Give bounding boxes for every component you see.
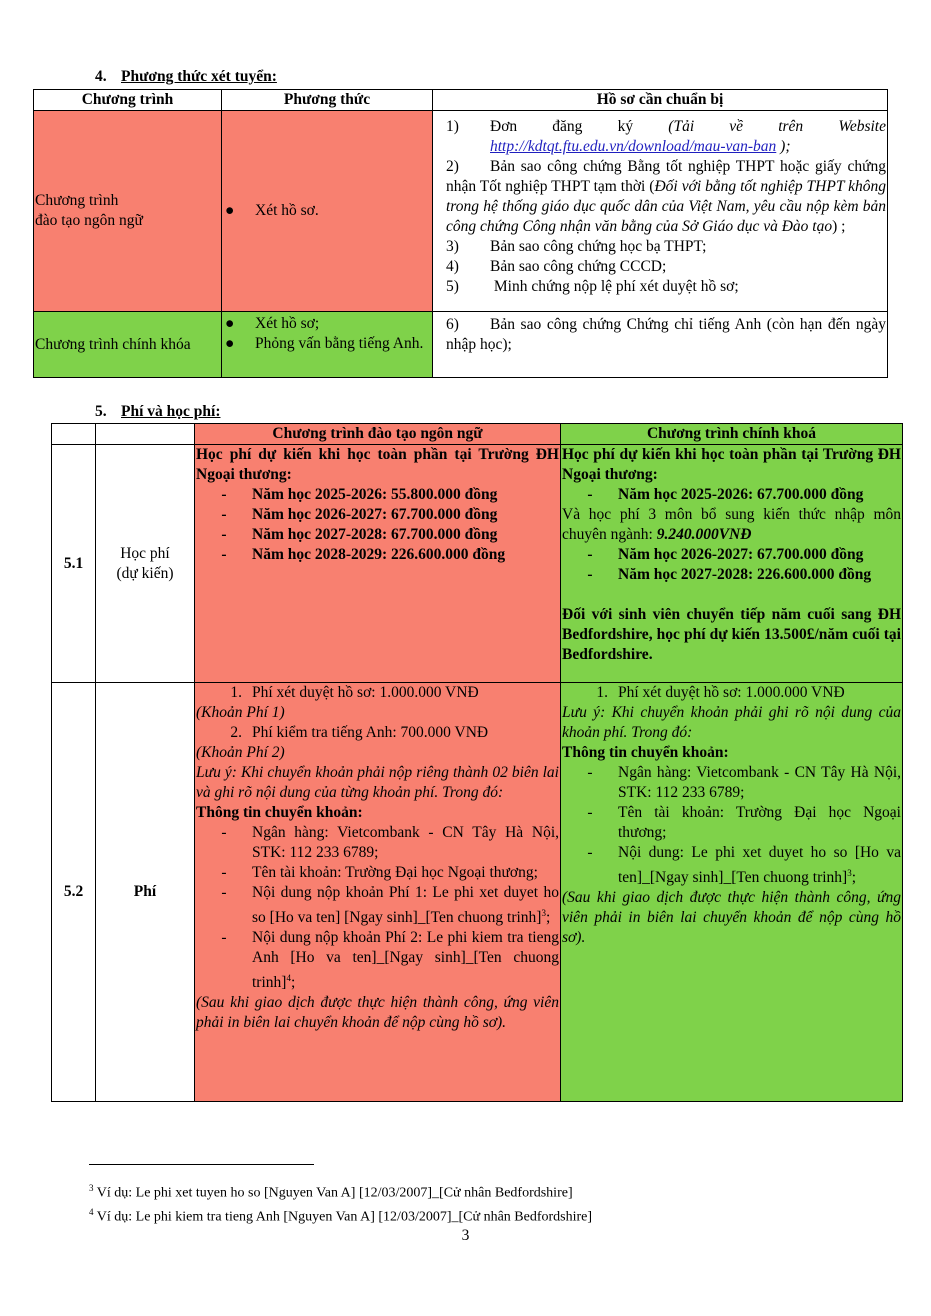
header-program: Chương trình bbox=[34, 90, 222, 111]
fee-item-1: 1. Phí xét duyệt hồ sơ: 1.000.000 VNĐ bbox=[596, 684, 845, 701]
program-main-cell bbox=[34, 312, 222, 378]
header-language-program: Chương trình đào tạo ngôn ngữ bbox=[195, 424, 561, 445]
method-language-cell bbox=[222, 111, 433, 312]
tuition-language-cell: Học phí dự kiến khi học toàn phần tại Trường ĐH Ngoại thương: - Năm học 2025-2026: 55.800.000 đồng - Năm học 2026-2027: 67.700.000 đồng - Năm học 2027-2028: 67.700.000 đồng - Năm học 2028-2029: 226.600.000 đồng bbox=[195, 445, 561, 683]
header-empty bbox=[52, 424, 96, 445]
transfer-note: Lưu ý: Khi chuyển khoản phải nộp riêng thành 02 biên lai và ghi rõ nội dung của từng khoản phí. Trong đó: bbox=[196, 764, 559, 801]
section-5-title bbox=[95, 402, 220, 422]
method-item: ● Xét hồ sơ. bbox=[225, 202, 319, 219]
fee-label: Phí bbox=[96, 683, 195, 1102]
section-number: 4. bbox=[95, 68, 107, 85]
after-transfer-note: (Sau khi giao dịch được thực hiện thành công, ứng viên phải in biên lai chuyển khoản để nộp cùng hồ sơ). bbox=[562, 889, 901, 947]
transfer-info-title: Thông tin chuyển khoản: bbox=[196, 804, 363, 821]
program-language-cell bbox=[34, 111, 222, 312]
list-item: - Năm học 2027-2028: 226.600.000 đồng bbox=[587, 566, 872, 583]
document-item-1: 1) Đơn đăng ký (Tải về trên Website bbox=[446, 118, 886, 135]
method-main-cell bbox=[222, 312, 433, 378]
list-item: - Nội dung nộp khoản Phí 2: Le phi kiem tra tieng Anh [Ho va ten]_[Ngay sinh]_[Ten chuong trinh]$^4$; bbox=[221, 929, 559, 992]
row-id: 5.1 bbox=[52, 445, 96, 683]
list-item: - Năm học 2025-2026: 55.800.000 đồng bbox=[221, 486, 498, 503]
after-transfer-note: (Sau khi giao dịch được thực hiện thành công, ứng viên phải in biên lai chuyển khoản để nộp cùng hồ sơ). bbox=[196, 994, 559, 1032]
documents-cell: 1) Đơn đăng ký (Tải về trên Website http://kdtqt.ftu.edu.vn/download/mau-van-ban ); 2) Bản sao công chứng Bằng tốt nghiệp THPT hoặc giấy chứng nhận Tốt nghiệp THPT tạm thời (Đối với bằng tốt nghiệp THPT không trong hệ thống giáo dục quốc dân của Việt Nam, yêu cầu nộp kèm bản công chứng Công nhận văn bằng của Sở Giáo dục và Đào tạo) ; 3) Bản sao công chứng học bạ THPT; 4) Bản sao công chứng CCCD; 5) Minh chứng nộp lệ phí xét duyệt hồ sơ; bbox=[433, 111, 888, 312]
program-language-label: Chương trình đào tạo ngôn ngữ bbox=[35, 192, 143, 229]
header-main-program: Chương trình chính khoá bbox=[561, 424, 903, 445]
tuition-main-cell: Học phí dự kiến khi học toàn phần tại Trường ĐH Ngoại thương: - Năm học 2025-2026: 67.700.000 đồng Và học phí 3 môn bổ sung kiến thức nhập môn chuyên ngành: 9.240.000VNĐ - Năm học 2026-2027: 67.700.000 đồng - Năm học 2027-2028: 226.600.000 đồng Đối với sinh viên chuyển tiếp năm cuối sang ĐH Bedfordshire, học phí dự kiến 13.500£/năm cuối tại Bedfordshire. bbox=[561, 445, 903, 683]
fee-language-cell: 1. Phí xét duyệt hồ sơ: 1.000.000 VNĐ (Khoản Phí 1) 2. Phí kiểm tra tiếng Anh: 700.000 VNĐ (Khoản Phí 2) Lưu ý: Khi chuyển khoản phải nộp riêng thành 02 biên lai và ghi rõ nội dung của từng khoản phí. Trong đó: Thông tin chuyển khoản: - Ngân hàng: Vietcombank - CN Tây Hà Nội, STK: 112 233 6789; - Tên tài khoản: Trường Đại học Ngoại thương; - Nội dung nộp khoản Phí 1: Le phi xet duyet ho so [Ho va ten] [Ngay sinh]_[Ten chuong trinh]$^3$; - Nội dung nộp khoản Phí 2: Le phi kiem tra tieng Anh [Ho va ten]_[Ngay sinh]_[Ten chuong trinh]$^4$; (Sau khi giao dịch được thực hiện thành công, ứng viên phải in biên lai chuyển khoản để nộp cùng hồ sơ). bbox=[195, 683, 561, 1102]
footnote-3: $^3$ Ví dụ: Le phi xet tuyen ho so [Nguyen Van A] [12/03/2007]_[Cử nhân Bedfordshire] bbox=[89, 1183, 573, 1201]
list-item: - Năm học 2027-2028: 67.700.000 đồng bbox=[221, 526, 498, 543]
document-item-4: 4) Bản sao công chứng CCCD; bbox=[446, 258, 667, 275]
section-number: 5. bbox=[95, 403, 107, 420]
section-4-title bbox=[95, 67, 277, 87]
list-item: - Nội dung nộp khoản Phí 1: Le phi xet duyet ho so [Ho va ten] [Ngay sinh]_[Ten chuong trinh]$^3$; bbox=[221, 884, 559, 927]
list-item: - Năm học 2026-2027: 67.700.000 đồng bbox=[587, 546, 864, 563]
list-item: - Ngân hàng: Vietcombank - CN Tây Hà Nội, STK: 112 233 6789; bbox=[587, 764, 901, 801]
download-link[interactable]: http://kdtqt.ftu.edu.vn/download/mau-van-ban bbox=[490, 138, 777, 155]
row-id: 5.2 bbox=[52, 683, 96, 1102]
list-item: - Tên tài khoản: Trường Đại học Ngoại thương; bbox=[221, 864, 538, 881]
fee-table bbox=[51, 423, 903, 1102]
list-item: - Năm học 2026-2027: 67.700.000 đồng bbox=[221, 506, 498, 523]
list-item: - Năm học 2025-2026: 67.700.000 đồng bbox=[587, 486, 864, 503]
section-title-text: Phí và học phí: bbox=[121, 403, 221, 420]
header-empty bbox=[96, 424, 195, 445]
document-item-6: 6) Bản sao công chứng Chứng chỉ tiếng Anh (còn hạn đến ngày nhập học); bbox=[433, 312, 888, 378]
header-method: Phương thức bbox=[222, 90, 433, 111]
transfer-note: Lưu ý: Khi chuyển khoản phải ghi rõ nội dung của khoản phí. Trong đó: bbox=[562, 704, 901, 741]
list-item: - Ngân hàng: Vietcombank - CN Tây Hà Nội, STK: 112 233 6789; bbox=[221, 824, 559, 861]
document-item-3: 3) Bản sao công chứng học bạ THPT; bbox=[446, 238, 707, 255]
page-number: 3 bbox=[461, 1227, 470, 1244]
method-item: ● Phỏng vấn bằng tiếng Anh. bbox=[225, 335, 424, 352]
fee-item-2: 2. Phí kiểm tra tiếng Anh: 700.000 VNĐ bbox=[230, 724, 489, 741]
footnote-separator bbox=[89, 1164, 314, 1165]
section-title-text: Phương thức xét tuyển: bbox=[121, 68, 277, 85]
document-item-2: 2) Bản sao công chứng Bằng tốt nghiệp THPT hoặc giấy chứng nhận Tốt nghiệp THPT tạm thời (Đối với bằng tốt nghiệp THPT không trong hệ thống giáo dục quốc dân của Việt Nam, yêu cầu nộp kèm bản công chứng Công nhận văn bằng của Sở Giáo dục và Đào tạo) ; bbox=[446, 158, 887, 235]
list-item: - Nội dung: Le phi xet duyet ho so [Ho va ten]_[Ngay sinh]_[Ten chuong trinh]$^3$; bbox=[587, 844, 901, 887]
list-item: - Năm học 2028-2029: 226.600.000 đồng bbox=[221, 546, 506, 563]
admission-method-table bbox=[33, 89, 888, 378]
fee-main-cell bbox=[561, 683, 903, 1102]
header-documents: Hồ sơ cần chuẩn bị bbox=[433, 90, 888, 111]
tuition-label: Học phí (dự kiến) bbox=[96, 445, 195, 683]
transfer-note: Đối với sinh viên chuyển tiếp năm cuối sang ĐH Bedfordshire, học phí dự kiến 13.500£/năm cuối tại Bedfordshire. bbox=[562, 606, 901, 663]
transfer-info-title: Thông tin chuyển khoản: bbox=[562, 744, 729, 761]
list-item: - Tên tài khoản: Trường Đại học Ngoại thương; bbox=[587, 804, 901, 841]
supplement-fee: Và học phí 3 môn bổ sung kiến thức nhập môn chuyên ngành: 9.240.000VNĐ bbox=[562, 506, 901, 543]
fee-item-1: 1. Phí xét duyệt hồ sơ: 1.000.000 VNĐ bbox=[230, 684, 479, 701]
program-main-label: Chương trình chính khóa bbox=[35, 335, 191, 353]
method-item: ● Xét hồ sơ; bbox=[225, 315, 320, 332]
footnote-4: $^4$ Ví dụ: Le phi kiem tra tieng Anh [Nguyen Van A] [12/03/2007]_[Cử nhân Bedfordshire] bbox=[89, 1207, 593, 1225]
document-item-5: 5) Minh chứng nộp lệ phí xét duyệt hồ sơ; bbox=[446, 278, 739, 295]
